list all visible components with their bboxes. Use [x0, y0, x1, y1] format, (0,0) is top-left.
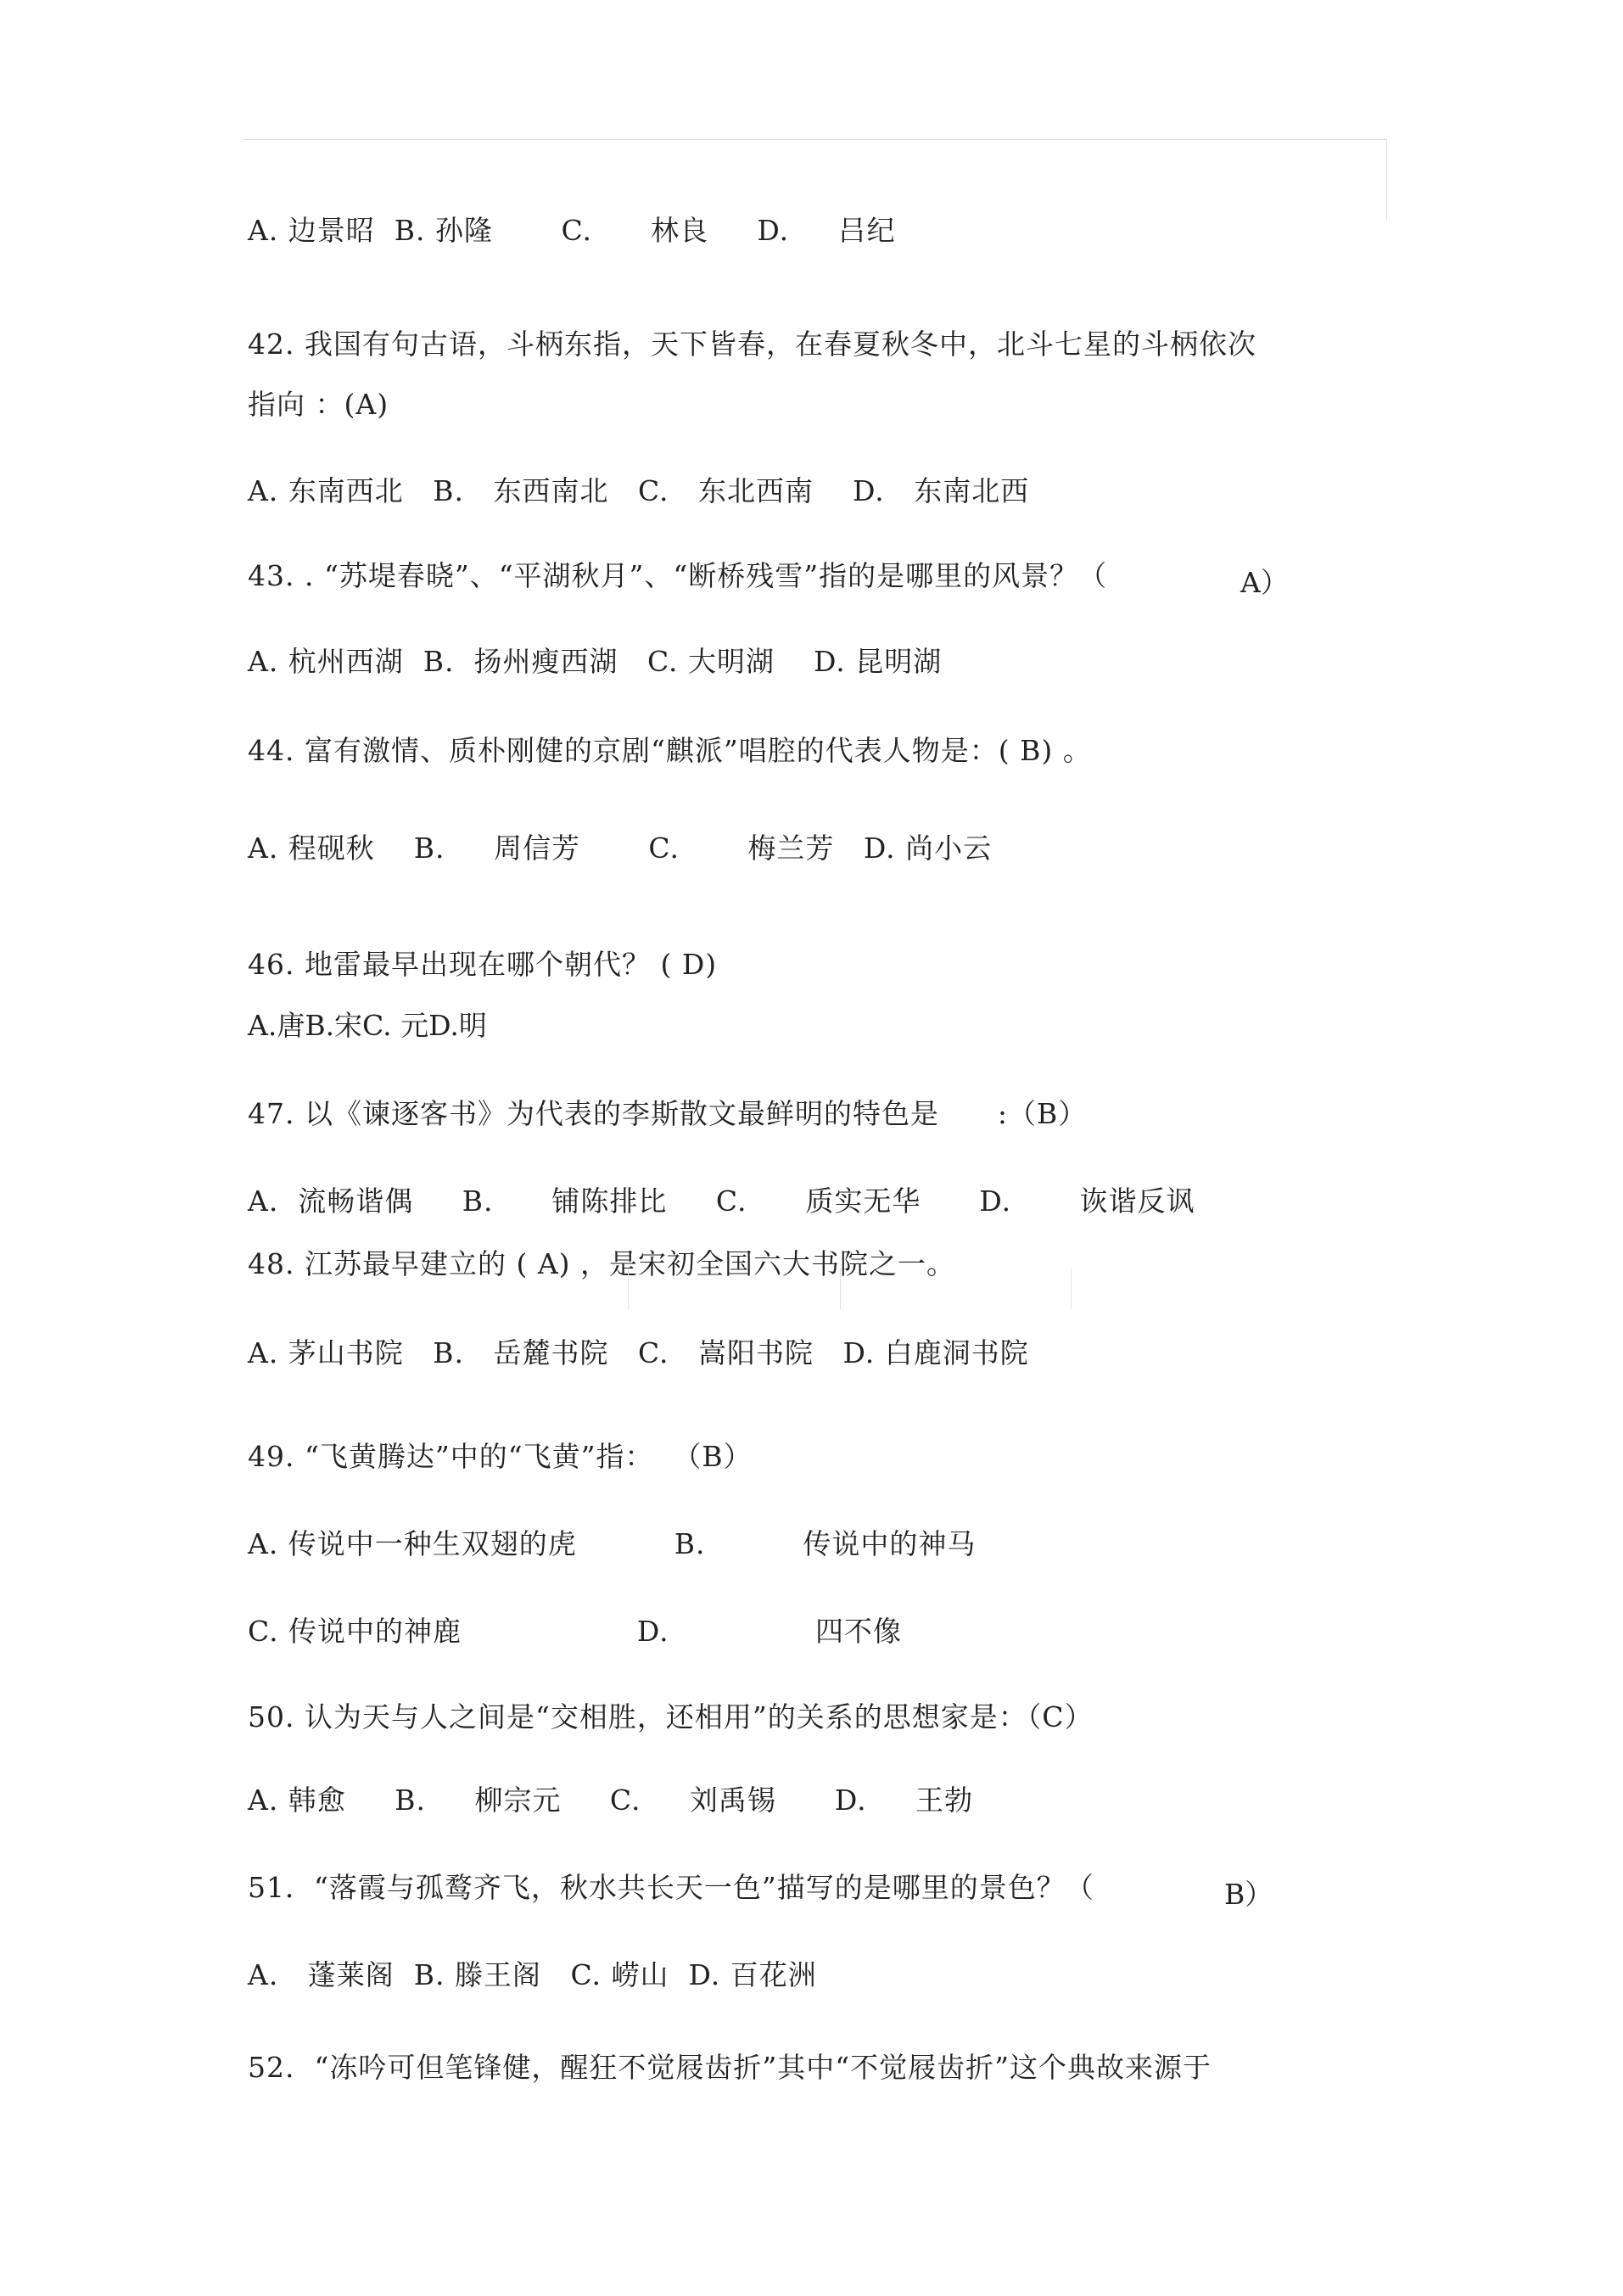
q42-stem: 42. 我国有句古语，斗柄东指，天下皆春，在春夏秋冬中，北斗七星的斗柄依次: [248, 328, 1256, 361]
q46-stem: 46. 地雷最早出现在哪个朝代？ ( D): [248, 948, 718, 981]
q43-stem: 43. . “苏堤春晓”、“平湖秋月”、“断桥残雪”指的是哪里的风景？（: [248, 559, 1108, 592]
q51-answer: B）: [1224, 1878, 1273, 1911]
q48-stem: 48. 江苏最早建立的 ( A) ，是宋初全国六大书院之一。: [248, 1247, 956, 1280]
q47-options: A. 流畅谐偶 B. 铺陈排比 C. 质实无华 D. 诙谐反讽: [248, 1184, 1195, 1218]
q49-options-ab: A. 传说中一种生双翅的虎 B. 传说中的神马: [248, 1527, 977, 1560]
q47-stem: 47. 以《谏逐客书》为代表的李斯散文最鲜明的特色是 :（B）: [248, 1097, 1088, 1130]
page-top-rule: [243, 139, 1387, 140]
q42-options: A. 东南西北 B. 东西南北 C. 东北西南 D. 东南北西: [248, 474, 1030, 507]
page-right-rule: [1386, 139, 1387, 221]
table-tick: [1071, 1268, 1072, 1309]
q49-options-cd: C. 传说中的神鹿 D. 四不像: [248, 1615, 902, 1648]
table-tick: [840, 1268, 841, 1309]
q42-stem-cont: 指向 ：(A): [248, 388, 389, 421]
q50-stem: 50. 认为天与人之间是“交相胜，还相用”的关系的思想家是：（C）: [248, 1700, 1094, 1733]
q49-stem: 49. “飞黄腾达”中的“飞黄”指： （B）: [248, 1440, 753, 1473]
q51-stem: 51．“落霞与孤鹜齐飞，秋水共长天一色”描写的是哪里的景色？（: [248, 1871, 1094, 1904]
q46-options: A.唐B.宋C. 元D.明: [248, 1009, 487, 1042]
q44-stem: 44. 富有激情、质朴刚健的京剧“麒派”唱腔的代表人物是：( B) 。: [248, 734, 1092, 767]
q43-answer: A）: [1240, 566, 1289, 599]
q52-stem: 52. “冻吟可但笔锋健，醒狂不觉屐齿折”其中“不觉屐齿折”这个典故来源于: [248, 2051, 1212, 2084]
q51-options: A. 蓬莱阁 B. 滕王阁 C. 崂山 D. 百花洲: [248, 1958, 817, 1991]
q41-options: A. 边景昭 B. 孙隆 C. 林良 D. 吕纪: [248, 214, 896, 247]
q50-options: A. 韩愈 B. 柳宗元 C. 刘禹锡 D. 王勃: [248, 1784, 974, 1817]
q43-options: A. 杭州西湖 B. 扬州瘦西湖 C. 大明湖 D. 昆明湖: [248, 645, 943, 678]
table-tick: [628, 1268, 629, 1309]
q48-options: A. 茅山书院 B. 岳麓书院 C. 嵩阳书院 D. 白鹿洞书院: [248, 1336, 1029, 1369]
q44-options: A. 程砚秋 B. 周信芳 C. 梅兰芳 D. 尚小云: [248, 832, 993, 865]
